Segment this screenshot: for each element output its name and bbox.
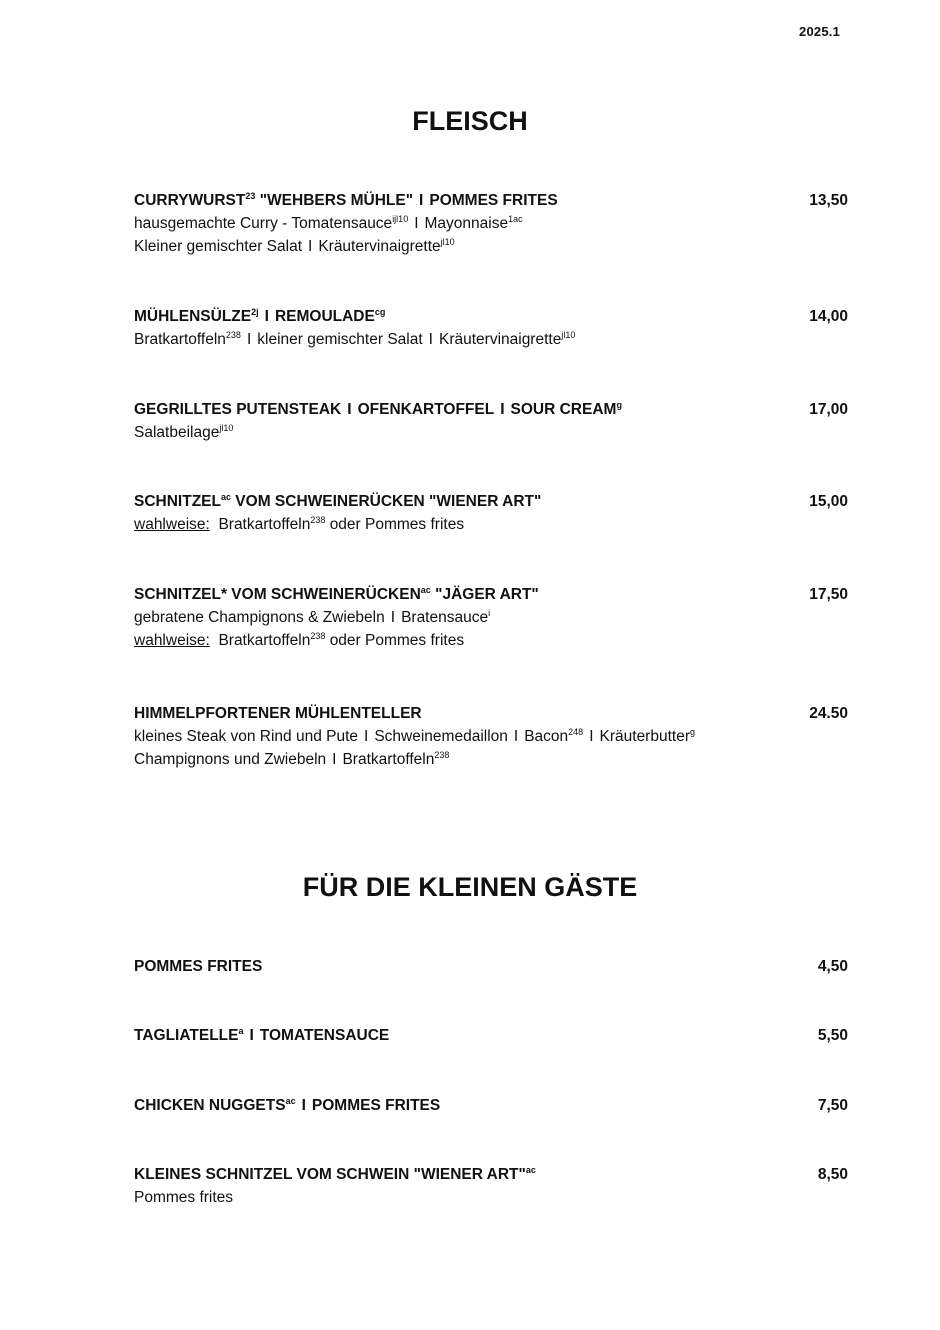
- item-price: 14,00: [809, 308, 848, 325]
- menu-item-pommes-frites: [134, 955, 848, 978]
- item-price: 17,00: [809, 401, 848, 418]
- item-description: wahlweise: Bratkartoffeln$^{238}$ oder Pommes frites: [134, 514, 465, 533]
- item-price: 4,50: [817, 958, 848, 975]
- menu-item-muehlensuelze: [134, 305, 848, 351]
- item-description: wahlweise: Bratkartoffeln$^{238}$ oder Pommes frites: [134, 630, 465, 649]
- item-name: HIMMELPFORTENER MÜHLENTELLER: [134, 705, 422, 722]
- item-name: CHICKEN $NUGGETS^{ac}$ I POMMES FRITES: [134, 1095, 441, 1114]
- item-name: $SCHNITZEL^{ac}$ VOM SCHWEINERÜCKEN "WIENER ART": [134, 491, 542, 510]
- menu-item-chicken-nuggets: [134, 1094, 848, 1117]
- menu-item-schnitzel-jaeger-art: [134, 583, 848, 652]
- section-title-fleisch: FLEISCH: [412, 106, 528, 136]
- item-description: Champignons und Zwiebeln I Bratkartoffeln$^{238}$: [134, 749, 450, 768]
- menu-item-schnitzel-wiener-art: [134, 490, 848, 536]
- menu-item-currywurst: [134, 189, 848, 258]
- section-title-kinder: FÜR DIE KLEINEN GÄSTE: [302, 872, 638, 902]
- item-price: 7,50: [817, 1097, 848, 1114]
- menu-item-putensteak: [134, 398, 848, 444]
- menu-item-muehlenteller: [134, 702, 848, 771]
- item-description: hausgemachte Curry - Tomatensauce$^{ijl10}$ I Mayonnaise$^{1ac}$: [134, 213, 523, 232]
- item-description: Salatbeilage$^{jl10}$: [134, 422, 234, 441]
- item-name: CURRYWURST$^{23}$ "WEHBERS MÜHLE" I POMMES FRITES: [134, 190, 558, 209]
- item-price: 5,50: [817, 1027, 848, 1044]
- item-description: Pommes frites: [134, 1189, 234, 1206]
- item-price: 13,50: [809, 192, 848, 209]
- item-price: 24.50: [809, 705, 848, 722]
- item-description: Bratkartoffeln$^{238}$ I kleiner gemischter Salat I Kräutervinaigrette$^{jl10}$: [134, 329, 576, 348]
- item-price: 8,50: [817, 1166, 848, 1183]
- item-name: SCHNITZEL* VOM $SCHWEINERÜCKEN^{ac}$ "JÄGER ART": [134, 584, 539, 603]
- item-description: gebratene Champignons & Zwiebeln I Bratensauce$^i$: [134, 607, 491, 626]
- item-name: POMMES FRITES: [134, 958, 263, 975]
- item-price: 15,00: [809, 493, 848, 510]
- version-label: 2025.1: [799, 24, 840, 39]
- item-name: KLEINES SCHNITZEL VOM SCHWEIN "WIENER ART"$^{ac}$: [134, 1164, 536, 1183]
- item-name: GEGRILLTES PUTENSTEAK I OFENKARTOFFEL I SOUR CREAM$^g$: [134, 399, 622, 418]
- item-name: TAGLIATELLE$^a$ I TOMATENSAUCE: [134, 1025, 390, 1044]
- item-description: kleines Steak von Rind und Pute I Schweinemedaillon I Bacon$^{248}$ I Kräuterbutter$^g$: [134, 726, 695, 745]
- item-price: 17,50: [809, 586, 848, 603]
- menu-item-tagliatelle: [134, 1024, 848, 1047]
- item-name: $MÜHLENSÜLZE^{2j}$ I $REMOULADE^{cg}$: [134, 306, 386, 325]
- item-description: Kleiner gemischter Salat I Kräutervinaigrette$^{jl10}$: [134, 236, 455, 255]
- menu-item-kleines-schnitzel: [134, 1163, 848, 1209]
